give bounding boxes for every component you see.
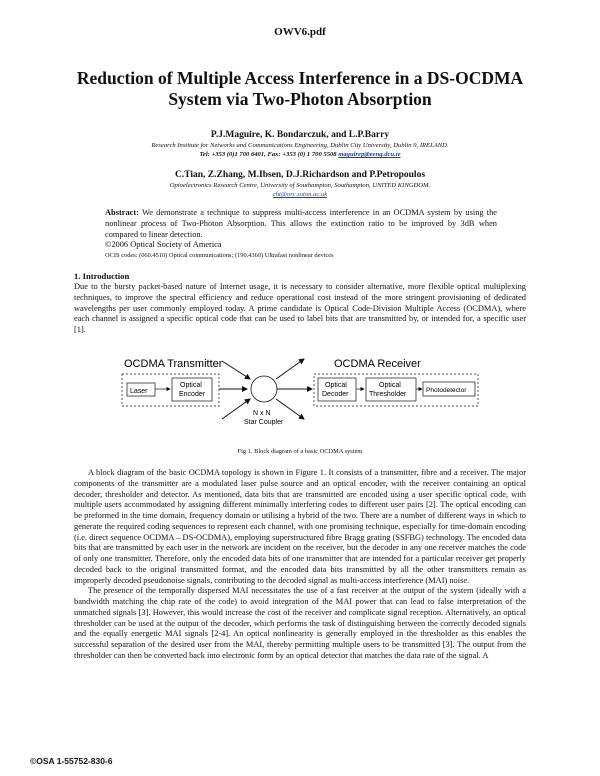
abstract-copyright: ©2006 Optical Society of America: [105, 240, 222, 250]
intro-paragraph-1: [74, 282, 526, 336]
body-paragraph-3: The presence of the temporally dispersed MAI necessitates the use of a fast receiver at the output of the system (ideally with a bandwidth matching the chip rate of the code) to avoid integration of the MAI power that can lead to false interpretation of the unmatched signals [3]. However, this would increase the cost of the receiver and complicate signal reception. Alternatively, an optical thresholder can be used at the output of the decoder, which performs the task of distinguishing between the correctly decoded signals and the equally energetic MAI signals [2-4]. An optical nonlinearity is generally employed in the thresholder as this enables the successful separation of the desired user from the MAI, thereby permitting multiple users to be transmitted [3]. The output from the thresholder can then be converted back into electronic form by an optical detector that matches the data rate of the signal. A: [74, 586, 526, 660]
decoder-label-1: Optical: [325, 382, 347, 389]
encoder-label-1: Optical: [180, 382, 202, 389]
input-arrow-top: [222, 361, 250, 379]
contact-info-2: [40, 191, 560, 198]
intro-paragraph-1-text: Due to the bursty packet-based nature of Internet usage, it is necessary to consider alternative, more flexible optical multiplexing techniques, to improve the spectral efficiency and reduce operational cost instead of the more stringent provisioning of dedicated wavelengths per user commonly employed today. A prime candidate is Optical Code-Division Multiple Access (OCDMA), where each channel is assigned a specific optical code that can be used to label bits that are transmitted by, or intended for, a specific user [1].: [74, 282, 526, 335]
output-arrow-top: [276, 359, 304, 379]
encoder-label-2: Encoder: [179, 391, 206, 398]
photodetector-label: Photodetector: [426, 387, 467, 394]
coupler-label-2: Star Coupler: [244, 419, 284, 426]
output-arrow-bottom: [276, 399, 304, 419]
laser-label: Laser: [130, 388, 148, 395]
header-filename: OWV6.pdf: [274, 26, 326, 38]
footer-isbn: ©OSA 1-55752-830-6: [30, 756, 113, 766]
abstract-body: We demonstrate a technique to suppress multi-access interference in an OCDMA system by using the nonlinear process of Two-Photon Absorption. This allows the extinction ratio to be improved by 3dB when compared to linear detection.: [105, 208, 497, 239]
ocdma-block-diagram: [110, 349, 490, 449]
email-link-1[interactable]: maguirep@eeng.dcu.ie: [338, 151, 401, 158]
input-arrow-bottom: [222, 399, 250, 419]
contact-info-1: [40, 151, 560, 158]
ocis-codes: OCIS codes: (060.4510) Optical communications; (190.4360) Ultrafast nonlinear devices: [105, 252, 334, 260]
abstract-text: [105, 208, 497, 239]
body-text: [74, 468, 526, 662]
figure-caption: Fig 1. Block diagram of a basic OCDMA system: [237, 448, 363, 455]
transmitter-title: OCDMA Transmitter: [124, 358, 223, 370]
paper-title: [40, 68, 560, 110]
abstract: [105, 208, 497, 262]
affiliation-1: Research Institute for Networks and Communications Engineering, Dublin City University, Dublin 9, IRELAND.: [151, 142, 449, 149]
thresholder-label-2: Thresholder: [369, 391, 407, 398]
author-list-2: C.Tian, Z.Zhang, M.Ibsen, D.J.Richardson and P.Petropoulos: [174, 170, 426, 180]
decoder-label-2: Decoder: [322, 391, 349, 398]
abstract-label: Abstract:: [105, 208, 139, 217]
title-line-1: Reduction of Multiple Access Interference in a DS-OCDMA: [76, 68, 524, 88]
star-coupler: [251, 376, 277, 402]
section-heading-introduction: 1. Introduction: [74, 271, 130, 281]
receiver-title: OCDMA Receiver: [334, 358, 421, 370]
author-list-1: P.J.Maguire, K. Bondarczuk, and L.P.Barry: [210, 130, 390, 140]
affiliation-2: Optoelectronics Research Centre, University of Southampton, Southampton, UNITED KINGDOM.: [169, 182, 431, 189]
body-paragraph-2: A block diagram of the basic OCDMA topology is shown in Figure 1. It consists of a transmitter, fibre and a receiver. The major components of the transmitter are a modulated laser pulse source and an optical encoder, with the receiver containing an optical decoder, thresholder and detector. As mentioned, data bits that are transmitted are encoded using a user specific optical code, with multiple users accommodated by assigning different minimally interfering codes to different user pairs [2]. The optical encoding can be preformed in the time domain, frequency domain or utilising a hybrid of the two. There are a number of different ways in which to generate the required coding sequences to represent each channel, with one promising technique, especially for time-domain encoding (i.e. direct sequence OCDMA – DS-OCDMA), employing superstructured fibre Bragg grating (SSFBG) technology. The encoded data bits that are transmitted by each user in the network are incident on the receiver, but the decoder in any one receiver matches the code of only one transmitter. Therefore, only the encoded data bits of one transmitter that are intended for a particular receiver get properly decoded back to the original transmitted format, and the encoded data bits transmitted by all the other transmitters remain as improperly decoded pseudonoise signals, contributing to the decoded signal as multi-access interference (MAI) noise.: [74, 468, 526, 585]
title-line-2: System via Two-Photon Absorption: [168, 89, 432, 109]
thresholder-label-1: Optical: [379, 382, 401, 389]
email-link-2[interactable]: cht@orc.soton.ac.uk: [272, 191, 328, 198]
phone-fax: Tel: +353 (0)1 700 6401, Fax: +353 (0) 1 700 5508: [199, 151, 337, 158]
coupler-label-1: N x N: [253, 410, 271, 417]
